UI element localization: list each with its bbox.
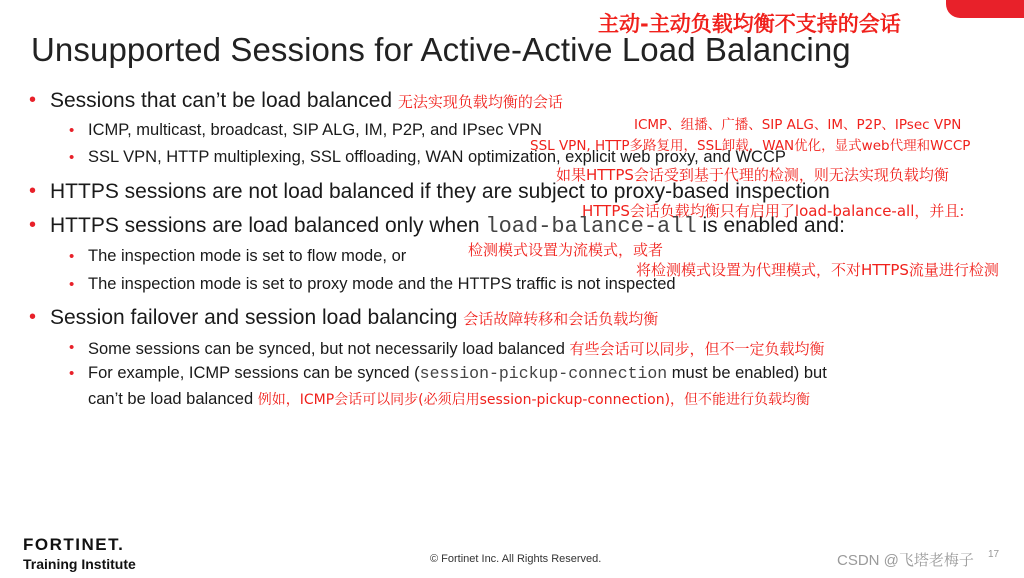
bullet-https-lb-only-when [29, 214, 845, 239]
sub-bullet-proxy-mode [69, 275, 676, 294]
page-number: 17 [988, 549, 1000, 560]
bullet-dot: • [69, 276, 75, 293]
annotation-https-lb-only: HTTPS会话负载均衡只有启用了load-balance-all，并且: [582, 202, 965, 220]
sub-bullet-sessions-synced [69, 338, 825, 359]
sub-bullet-icmp-example [69, 364, 827, 383]
bullet-dot: • [69, 248, 75, 265]
bullet-text-pre: HTTPS sessions are load balanced only when [50, 214, 486, 237]
code-session-pickup-connection: session-pickup-connection [419, 364, 668, 383]
bullet-text-post: is enabled and: [696, 214, 845, 237]
bullet-annotation: 无法实现负载均衡的会话 [397, 93, 563, 111]
training-institute-label: Training Institute [23, 556, 136, 572]
bullet-text: Some sessions can be synced, but not necessarily load balanced [88, 340, 565, 358]
bullet-text-pre: For example, ICMP sessions can be synced ( [88, 364, 420, 382]
bullet-text: HTTPS sessions are not load balanced if they are subject to proxy-based inspection [50, 180, 830, 203]
page-title: Unsupported Sessions for Active-Active Load Balancing [31, 31, 851, 68]
bullet-text: Session failover and session load balancing [50, 306, 458, 329]
sub-bullet-icmp [69, 121, 542, 140]
bullet-sessions-cant-lb [29, 89, 563, 113]
annotation-proxy-mode: 将检测模式设置为代理模式，不对HTTPS流量进行检测 [636, 261, 999, 279]
csdn-watermark: CSDN @飞塔老梅子 [837, 552, 974, 569]
annotation-icmp-line: ICMP、组播、广播、SIP ALG、IM、P2P、IPsec VPN [634, 117, 962, 133]
annotation-https-not-lb: 如果HTTPS会话受到基于代理的检测，则无法实现负载均衡 [556, 166, 949, 184]
bullet-text: Sessions that can’t be load balanced [50, 89, 393, 112]
bullet-text: ICMP, multicast, broadcast, SIP ALG, IM, P2P, and IPsec VPN [88, 121, 542, 139]
bullet-dot: • [29, 180, 37, 202]
bullet-dot: • [69, 365, 75, 382]
bullet-session-failover [29, 306, 659, 330]
bullet-text-post: must be enabled) but [667, 364, 827, 382]
bullet-text: SSL VPN, HTTP multiplexing, SSL offloading, WAN optimization, explicit web proxy, and WCCP [88, 148, 786, 166]
bullet-dot: • [29, 89, 37, 111]
bullet-dot: • [69, 339, 75, 356]
sub-bullet-icmp-example-cont [88, 389, 810, 409]
bullet-dot: • [29, 214, 37, 236]
bullet-annotation: 有些会话可以同步，但不一定负载均衡 [569, 340, 825, 358]
bullet-dot: • [69, 149, 75, 166]
bullet-dot: • [29, 306, 37, 328]
bullet-text: can’t be load balanced [88, 390, 254, 408]
annotation-top-heading: 主动-主动负载均衡不支持的会话 [598, 12, 901, 36]
bullet-annotation: 会话故障转移和会话负载均衡 [463, 310, 659, 328]
copyright-text: © Fortinet Inc. All Rights Reserved. [430, 553, 602, 565]
corner-accent-tab [946, 0, 1024, 18]
bullet-text: The inspection mode is set to proxy mode and the HTTPS traffic is not inspected [88, 275, 676, 293]
fortinet-logo: FORTINET. [23, 535, 125, 554]
code-load-balance-all: load-balance-all [485, 214, 697, 239]
sub-bullet-flow-mode [69, 247, 407, 266]
bullet-annotation: 例如，ICMP会话可以同步(必须启用session-pickup-connection)，但不能进行负载均衡 [257, 392, 811, 408]
bullet-text: The inspection mode is set to flow mode, or [88, 247, 407, 265]
annotation-ssl-line: SSL VPN, HTTP多路复用，SSL卸载，WAN优化，显式web代理和WCCP [530, 138, 971, 154]
annotation-flow-mode: 检测模式设置为流模式，或者 [468, 241, 664, 259]
bullet-dot: • [69, 122, 75, 139]
